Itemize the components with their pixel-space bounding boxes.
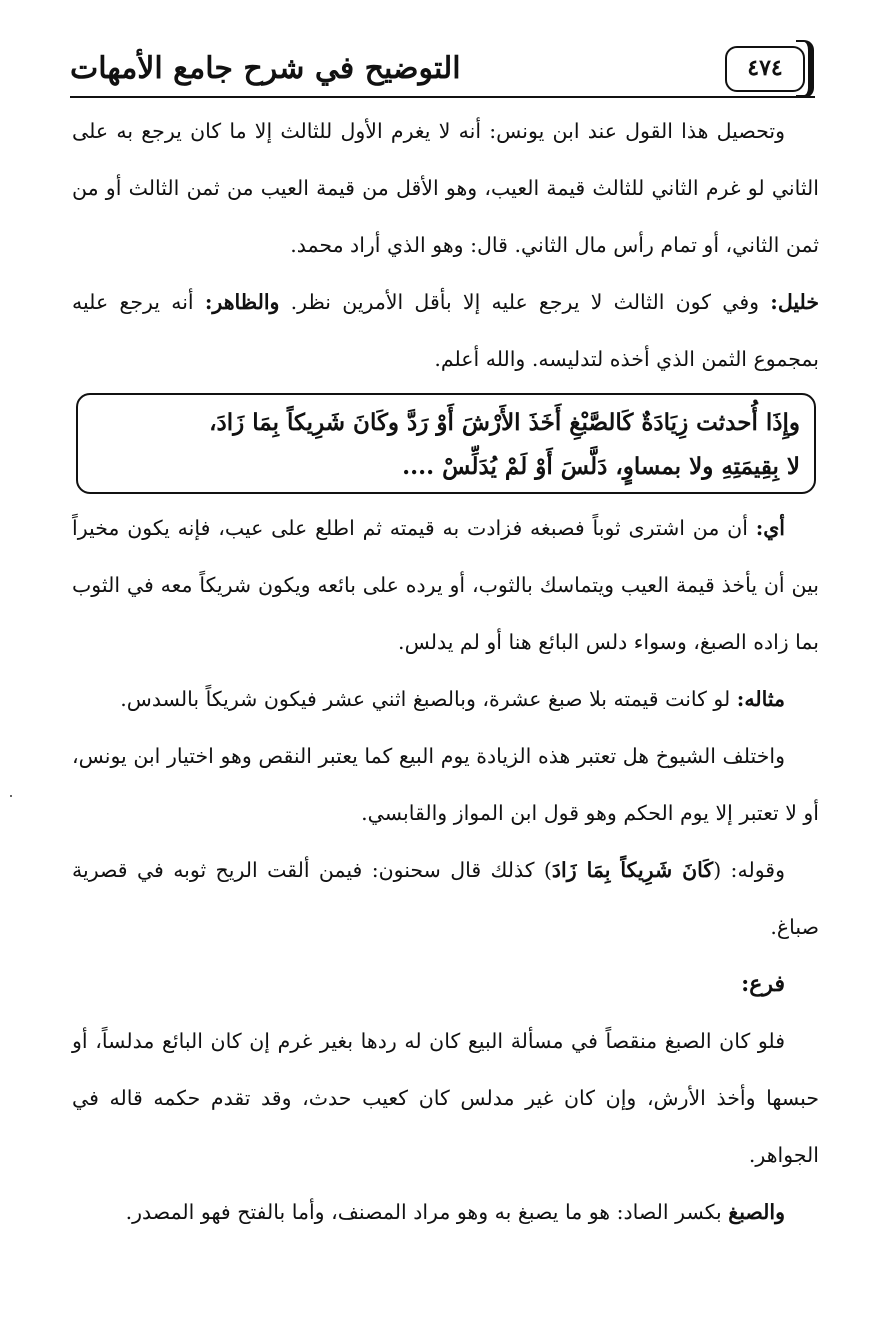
page-number: ٤٧٤	[725, 46, 805, 92]
paragraph-mithaluh	[72, 671, 819, 728]
paragraph-ikhtilaf: واختلف الشيوخ هل تعتبر هذه الزيادة يوم البيع كما يعتبر النقص وهو اختيار ابن يونس، أو لا تعتبر إلا يوم الحكم وهو قول ابن المواز والقابسي.	[72, 744, 819, 825]
ay-text: أن من اشترى ثوباً فصبغه فزادت به قيمته ثم اطلع على عيب، فإنه يكون مخيراً بين أن يأخذ قيمة العيب ويتماسك بالثوب، أو يرده على بائعه ويكون شريكاً معه في الثوب بما زاده الصبغ، وسواء دلس البائع هنا أو لم يدلس.	[72, 516, 819, 654]
paragraph-qawluh	[72, 842, 819, 956]
khalil-text-a: وفي كون الثالث لا يرجع عليه إلا بأقل الأمرين نظر.	[279, 290, 771, 314]
scan-speck	[10, 795, 12, 797]
matn-line-1: وإِذَا أُحدثت زِيَادَةٌ كَالصَّبْغِ أَخَذَ الأَرْشَ أَوْ رَدَّ وكَانَ شَرِيكاً بِمَا زَادَ،	[209, 409, 800, 436]
ay-label: أي:	[755, 516, 785, 540]
sabgh-label: والصبغ	[728, 1200, 785, 1224]
sabgh-text: بكسر الصاد: هو ما يصبغ به وهو مراد المصنف، وأما بالفتح فهو المصدر.	[125, 1200, 729, 1224]
paragraph-ay	[72, 500, 819, 671]
matn-line-2: لا بِقِيمَتِهِ ولا بمساوٍ، دَلَّسَ أَوْ لَمْ يُدَلِّسْ ....	[402, 453, 800, 480]
mithaluh-text: لو كانت قيمته بلا صبغ عشرة، وبالصبغ اثني عشر فيكون شريكاً بالسدس.	[120, 687, 737, 711]
matn-box	[76, 393, 816, 494]
far3-heading	[72, 956, 819, 1013]
paragraph-khalil	[72, 274, 819, 388]
header-divider	[70, 96, 815, 98]
zahir-label: والظاهر:	[204, 290, 280, 314]
running-title: التوضيح في شرح جامع الأمهات	[70, 51, 461, 86]
paragraph-far3: فلو كان الصبغ منقصاً في مسألة البيع كان له ردها بغير غرم إن كان البائع مدلساً، أو حبسها وأخذ الأرش، وإن كان غير مدلس كان كعيب حدث، وقد تقدم حكمه قاله في الجواهر.	[72, 1029, 819, 1167]
qawluh-text-b: ) كذلك قال سحنون: فيمن ألقت الريح ثوبه في قصرية صباغ.	[72, 858, 819, 939]
text-block-commentary	[72, 500, 819, 1241]
mithaluh-label: مثاله:	[736, 687, 785, 711]
far3-label: فرع:	[741, 971, 785, 997]
text-block-top	[72, 103, 819, 388]
paragraph-tahsil: وتحصيل هذا القول عند ابن يونس: أنه لا يغرم الأول للثالث إلا ما كان يرجع به على الثاني لو غرم الثاني للثالث قيمة العيب، وهو الأقل من قيمة العيب من ثمن الثالث أو من ثمن الثاني، أو تمام رأس مال الثاني. قال: وهو الذي أراد محمد.	[72, 119, 819, 257]
qawluh-text-a: وقوله: (	[713, 858, 785, 882]
paragraph-sabgh	[72, 1184, 819, 1241]
khalil-text-b: أنه يرجع عليه بمجموع الثمن الذي أخذه لتدليسه. والله أعلم.	[72, 290, 819, 371]
khalil-label: خليل:	[770, 290, 819, 314]
qawluh-quote: كَانَ شَرِيكاً بِمَا زَادَ	[551, 858, 714, 882]
